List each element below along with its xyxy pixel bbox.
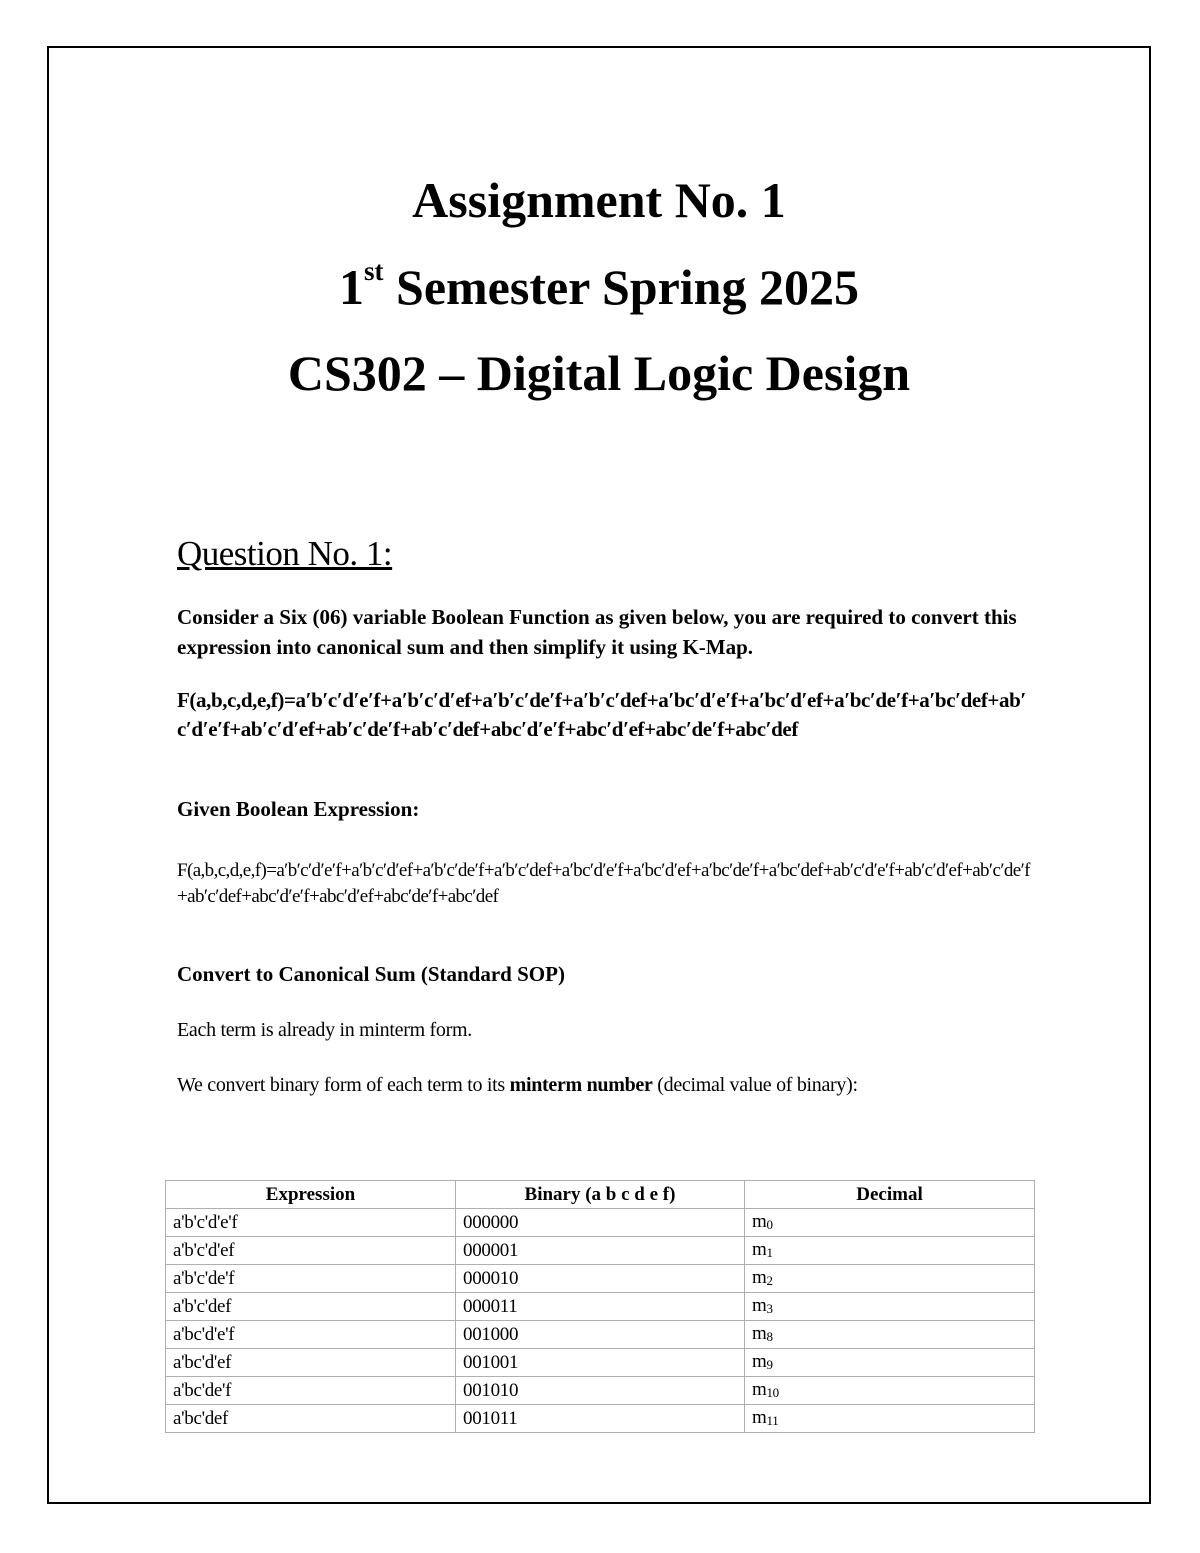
cell-binary: 000001 — [456, 1237, 745, 1265]
table-header-row — [166, 1181, 1035, 1209]
convert-label: Convert to Canonical Sum (Standard SOP) — [177, 962, 565, 986]
cell-expression: a'b'c'def — [166, 1293, 456, 1321]
convert-prefix: We convert binary form of each term to its — [177, 1074, 510, 1096]
cell-expression: a'b'c'd'ef — [166, 1237, 456, 1265]
cell-expression: a'bc'd'e'f — [166, 1321, 456, 1349]
question-intro: Consider a Six (06) variable Boolean Function as given below, you are required to convert this expression into canonical sum and then simplify it using K-Map. — [177, 605, 1017, 659]
function-expression: F(a,b,c,d,e,f)=a′b′c′d′e′f+a′b′c′d′ef+a′b′c′de′f+a′b′c′def+a′bc′d′e′f+a′bc′d′ef+a′bc′de′f+a′bc′def+ab′c′d′e′f+ab′c′d′ef+ab′c′de′f+ab′c′def+abc′d′e′f+abc′d′ef+abc′de′f+abc′def — [177, 688, 1026, 741]
table-row — [166, 1209, 1035, 1237]
given-label: Given Boolean Expression: — [177, 797, 420, 821]
assignment-title: Assignment No. 1 — [412, 172, 786, 228]
minterm-note: Each term is already in minterm form. — [177, 1019, 472, 1041]
semester-number: 1 — [339, 259, 365, 315]
cell-decimal: $m_0$ — [745, 1209, 1035, 1237]
given-expression: F(a,b,c,d,e,f)=a′b′c′d′e′f+a′b′c′d′ef+a′b′c′de′f+a′b′c′def+a′bc′d′e′f+a′bc′d′ef+a′bc′de′f+a′bc′def+ab′c′d′e′f+ab′c′d′ef+ab′c′de′f+ab′c′def+abc′d′e′f+abc′d′ef+abc′de′f+abc′def — [177, 860, 1030, 907]
semester-suffix: st — [364, 256, 384, 286]
table-row — [166, 1321, 1035, 1349]
cell-binary: 001001 — [456, 1349, 745, 1377]
convert-bold: minterm number — [509, 1074, 653, 1096]
cell-binary: 000011 — [456, 1293, 745, 1321]
cell-decimal: $m_2$ — [745, 1265, 1035, 1293]
cell-decimal: $m_{10}$ — [745, 1377, 1035, 1405]
table-row — [166, 1349, 1035, 1377]
cell-expression: a'bc'd'ef — [166, 1349, 456, 1377]
cell-expression: a'bc'def — [166, 1405, 456, 1433]
convert-instruction — [177, 1074, 1037, 1097]
semester-title — [47, 256, 1151, 315]
table-row — [166, 1405, 1035, 1433]
cell-binary: 000000 — [456, 1209, 745, 1237]
table-row — [166, 1265, 1035, 1293]
cell-decimal: $m_{11}$ — [745, 1405, 1035, 1433]
semester-rest: Semester Spring 2025 — [383, 259, 859, 315]
cell-decimal: $m_8$ — [745, 1321, 1035, 1349]
cell-binary: 001011 — [456, 1405, 745, 1433]
cell-expression: a'b'c'de'f — [166, 1265, 456, 1293]
question-heading: Question No. 1: — [177, 534, 393, 573]
minterm-table — [165, 1180, 1035, 1433]
table-row — [166, 1293, 1035, 1321]
header-expression: Expression — [166, 1181, 456, 1209]
cell-binary: 000010 — [456, 1265, 745, 1293]
header-decimal: Decimal — [745, 1181, 1035, 1209]
cell-decimal: $m_1$ — [745, 1237, 1035, 1265]
cell-decimal: $m_3$ — [745, 1293, 1035, 1321]
table-row — [166, 1237, 1035, 1265]
cell-binary: 001000 — [456, 1321, 745, 1349]
convert-suffix: (decimal value of binary): — [652, 1074, 858, 1096]
header-binary: Binary (a b c d e f) — [456, 1181, 745, 1209]
table-row — [166, 1377, 1035, 1405]
cell-binary: 001010 — [456, 1377, 745, 1405]
cell-expression: a'bc'de'f — [166, 1377, 456, 1405]
course-title: CS302 – Digital Logic Design — [287, 345, 911, 401]
cell-decimal: $m_9$ — [745, 1349, 1035, 1377]
cell-expression: a'b'c'd'e'f — [166, 1209, 456, 1237]
